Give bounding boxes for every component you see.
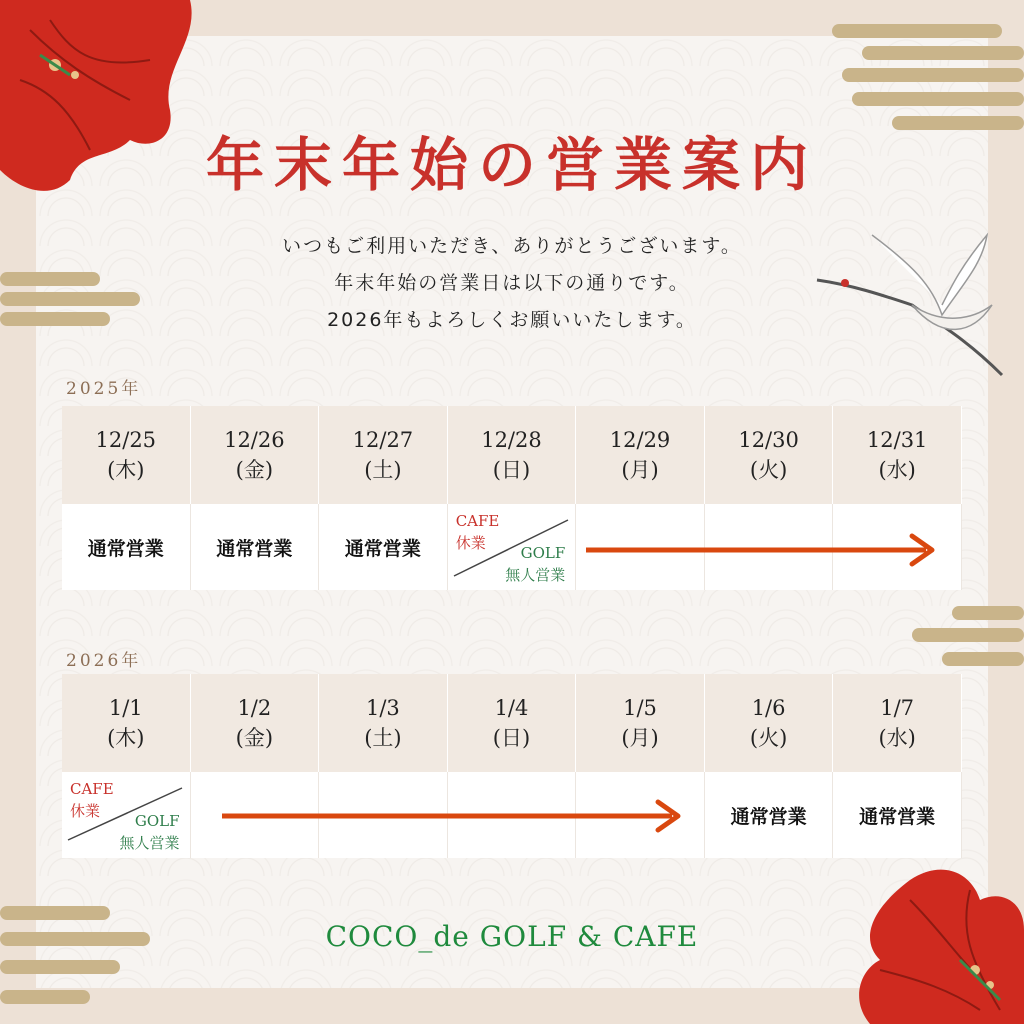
day-header: 12/27 (土): [319, 406, 448, 504]
status-cell: 通常営業: [833, 772, 962, 858]
brand-footer: COCO_de GOLF & CAFE: [325, 920, 699, 953]
day-header: 12/31 (水): [833, 406, 962, 504]
day-header: 1/2 (金): [191, 674, 320, 772]
gold-cloud-icon: [912, 604, 1024, 676]
cafe-status: 休業: [455, 534, 486, 552]
cafe-status: 休業: [70, 802, 101, 820]
day-header: 12/25 (木): [62, 406, 191, 504]
gold-cloud-icon: [0, 900, 150, 1024]
golf-label: GOLF: [520, 544, 566, 562]
split-status-cell: [448, 504, 577, 590]
status-cell: 通常営業: [705, 772, 834, 858]
day-header: 12/28 (日): [448, 406, 577, 504]
intro-message: [0, 228, 1024, 339]
golf-status: 無人営業: [505, 566, 566, 584]
day-header: 1/5 (月): [576, 674, 705, 772]
split-status-cell: [62, 772, 191, 858]
day-header: 1/1 (木): [62, 674, 191, 772]
golf-status: 無人営業: [119, 834, 180, 852]
day-header: 1/6 (火): [705, 674, 834, 772]
day-header: 1/7 (水): [833, 674, 962, 772]
status-cell: 通常営業: [62, 504, 191, 590]
status-cell: 通常営業: [191, 504, 320, 590]
golf-label: GOLF: [134, 812, 180, 830]
year-label-2026: 2026年: [66, 651, 142, 671]
cafe-label: CAFE: [70, 780, 114, 798]
day-header: 12/26 (金): [191, 406, 320, 504]
arrow-right-icon: [218, 796, 688, 836]
intro-line: いつもご利用いただき、ありがとうございます。: [282, 235, 742, 257]
day-header: 12/30 (火): [705, 406, 834, 504]
cafe-label: CAFE: [455, 512, 500, 530]
intro-line: 年末年始の営業日は以下の通りです。: [334, 272, 690, 294]
arrow-right-icon: [582, 530, 942, 570]
day-header: 1/3 (土): [319, 674, 448, 772]
calendar-2025: [62, 406, 962, 590]
day-header: 1/4 (日): [448, 674, 577, 772]
day-header: 12/29 (月): [576, 406, 705, 504]
page-title: 年末年始の営業案内: [205, 131, 818, 199]
calendar-2026: [62, 674, 962, 858]
status-cell: 通常営業: [319, 504, 448, 590]
intro-line: 2026年もよろしくお願いいたします。: [327, 309, 697, 331]
year-label-2025: 2025年: [66, 379, 142, 399]
